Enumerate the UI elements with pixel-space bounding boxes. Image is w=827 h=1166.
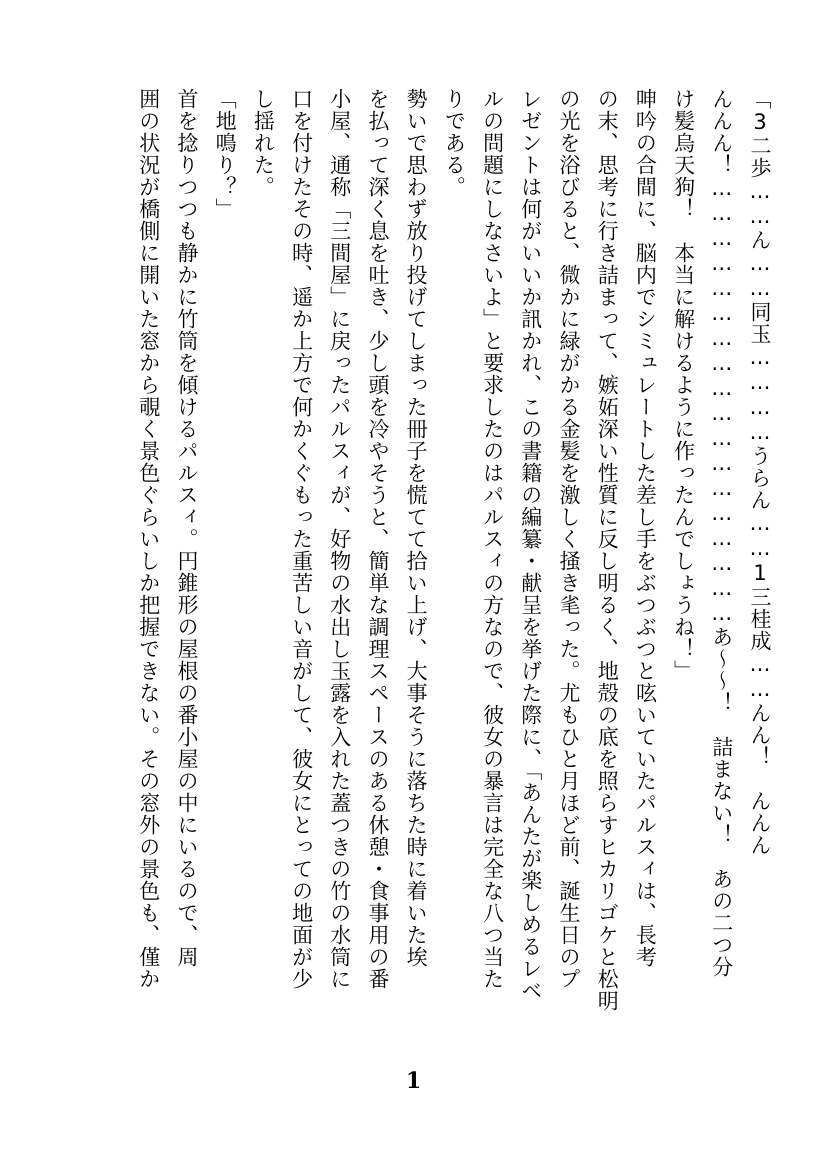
text-line: 囲の状況が橋側に開いた窓から覗く景色ぐらいしか把握できない。その窓外の景色も、僅か <box>136 88 161 990</box>
text-line: け髪烏天狗！ 本当に解けるように作ったんでしょうね！」 <box>671 88 696 682</box>
text-line: を払って深く息を吐き、少し頭を冷やそうと、簡単な調理スペースのある休憩・食事用の番 <box>365 88 390 990</box>
text-line: 「地鳴り？」 <box>213 88 238 220</box>
page-number: 1 <box>405 1068 422 1094</box>
text-line: レゼントは何がいいか訊かれ、この書籍の編纂・献呈を挙げた際に、「あんたが楽しめるレベ <box>518 88 543 1002</box>
text-line: 首を捻りつつも静かに竹筒を傾けるパルスィ。円錐形の屋根の番小屋の中にいるので、周 <box>174 88 199 968</box>
text-line: 「3二歩……ん……同玉…………うらん……1三桂成……んん！ んんん <box>748 88 772 856</box>
body-text <box>39 88 779 1078</box>
text-line: ルの問題にしなさいよ」と要求したのはパルスィの方なので、彼女の暴言は完全な八つ当た <box>480 88 505 990</box>
text-line: 勢いで思わず放り投げてしまった冊子を慌てて拾い上げ、大事そうに落ちた時に着いた埃 <box>404 88 429 968</box>
text-line: 小屋、通称「三間屋」に戻ったパルスィが、好物の水出し玉露を入れた蓋つきの竹の水筒に <box>327 88 352 990</box>
text-line: の光を浴びると、微かに緑がかる金髪を激しく掻き毟った。尤もひと月ほど前、誕生日のプ <box>556 88 581 990</box>
text-line: し揺れた。 <box>251 88 276 198</box>
text-line: んんん！………………………………………………あ～～！ 詰まない！ あの二つ分 <box>709 88 734 978</box>
text-line: 呻吟の合間に、脳内でシミュレートした差し手をぶつぶつと呟いていたパルスィは、長考 <box>633 88 658 968</box>
text-line: りである。 <box>442 88 467 198</box>
text-line: の末、思考に行き詰まって、嫉妬深い性質に反し明るく、地殻の底を照らすヒカリゴケと松明 <box>595 88 620 1012</box>
text-line: 口を付けたその時、遥か上方で何かくぐもった重苦しい音がして、彼女にとっての地面が少 <box>289 88 314 990</box>
